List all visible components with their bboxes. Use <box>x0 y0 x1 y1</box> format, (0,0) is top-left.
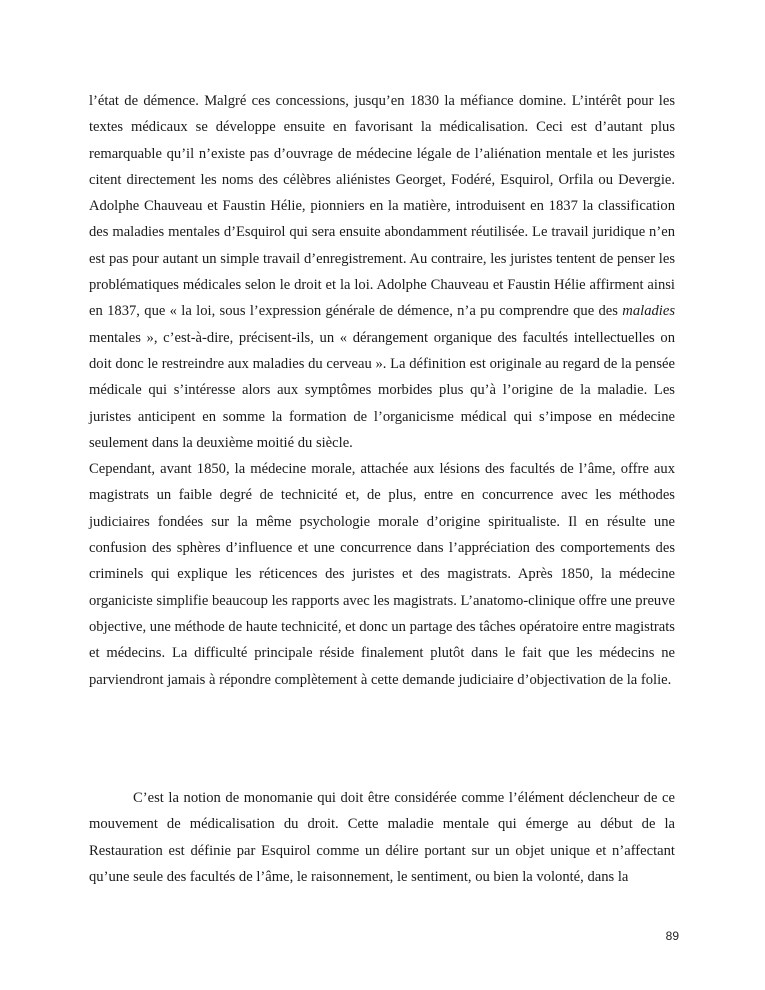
page-number: 89 <box>665 929 679 943</box>
body-text-bottom <box>89 785 675 890</box>
paragraph-2: Cependant, avant 1850, la médecine morale, attachée aux lésions des facultés de l’âme, offre aux magistrats un faible degré de technicité et, de plus, entre en concurrence avec les méthodes judiciaires fondées sur la même psychologie morale d’origine spiritualiste. Il en résulte une confusion des sphères d’influence et une concurrence dans l’appréciation des comportements des criminels qui explique les réticences des juristes et des magistrats. Après 1850, la médecine organiciste simplifie beaucoup les rapports avec les magistrats. L’anatomo-clinique offre une preuve objective, une méthode de haute technicité, et donc un partage des tâches opératoire entre magistrats et médecins. La difficulté principale réside finalement plutôt dans le fait que les médecins ne parviendront jamais à répondre complètement à cette demande judiciaire d’objectivation de la folie. <box>89 461 675 688</box>
body-text-top <box>89 88 675 693</box>
paragraph-3: C’est la notion de monomanie qui doit être considérée comme l’élément déclencheur de ce mouvement de médicalisation du droit. Cette maladie mentale qui émerge au début de la Restauration est définie par Esquirol comme un délire portant sur un objet unique et n’affectant qu’une seule des facultés de l’âme, le raisonnement, le sentiment, ou bien la volonté, dans la <box>89 790 675 885</box>
paragraph-1-part-1: l’état de démence. Malgré ces concessions, jusqu’en 1830 la méfiance domine. L’intérêt pour les textes médicaux se développe ensuite en favorisant la médicalisation. Ceci est d’autant plus remarquable qu’il n’existe pas d’ouvrage de médecine légale de l’aliénation mentale et les juristes citent directement les noms des célèbres aliénistes Georget, Fodéré, Esquirol, Orfila ou Devergie. Adolphe Chauveau et Faustin Hélie, pionniers en la matière, introduisent en 1837 la classification des maladies mentales d’Esquirol qui sera ensuite abondamment réutilisée. Le travail juridique n’en est pas pour autant un simple travail d’enregistrement. Au contraire, les juristes tentent de penser les problématiques médicales selon le droit et la loi. Adolphe Chauveau et Faustin Hélie affirment ainsi en 1837, que « la loi, sous l’expression générale de démence, n’a pu comprendre que des <box>89 93 675 320</box>
italic-term-maladies: maladies <box>622 303 675 320</box>
paragraph-1-part-2: mentales », c’est-à-dire, précisent-ils, un « dérangement organique des facultés intellectuelles on doit donc le restreindre aux maladies du cerveau ». La définition est originale au regard de la pensée médicale qui s’intéresse alors aux symptômes morbides plus qu’à l’origine de la maladie. Les juristes anticipent en somme la formation de l’organicisme médical qui s’impose en médecine seulement dans la deuxième moitié du siècle. <box>89 329 675 451</box>
paragraph-1 <box>89 88 675 456</box>
